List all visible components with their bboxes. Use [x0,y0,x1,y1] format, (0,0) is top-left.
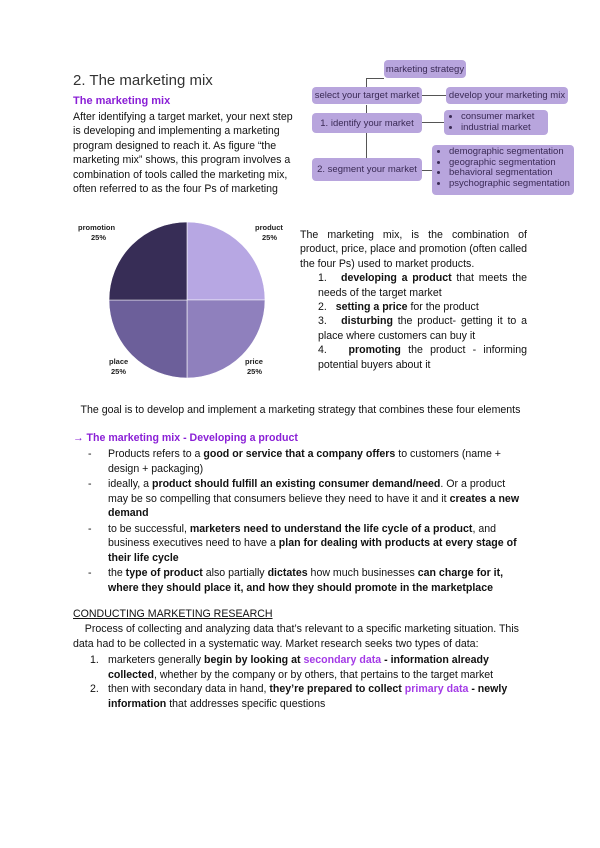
product-subheading: → The marketing mix - Developing a product [73,432,298,444]
pie-label-promotion [78,223,115,242]
pie-category-label: price [245,357,263,366]
dash-marker: - [88,522,92,535]
diagram-step2-node: 2. segment your market [312,158,422,181]
mix-description [300,228,527,372]
marketing-strategy-diagram [0,0,600,210]
diagram-list-item: • demographic segmentation [449,147,574,158]
pie-value-label: 25% [262,232,278,242]
diagram-step2-list [432,145,574,195]
product-bullet-item: - to be successful, marketers need to understand the life cycle of a product, and business executives need to have a plan for dealing with products at every stage of their life cycle [88,522,517,564]
research-paragraph: Process of collecting and analyzing data that’s relevant to a specific marketing situation. This data had to be collected in a systematic way. Market research seeks two types of data: [73,623,519,650]
mix-item: 2. setting a price for the product [318,301,479,314]
marketing-mix-pie-chart [75,220,295,382]
section-heading: 2. The marketing mix [73,72,213,89]
diagram-root-node: marketing strategy [384,60,466,78]
pie-category-label: product [255,223,283,232]
product-bullet-item: - the type of product also partially dictates how much businesses can charge for it, where they should place it, and how they should promote in the marketplace [88,567,504,594]
pie-label-price [245,357,263,376]
mix-item: 1. developing a product that meets the needs of the target market [318,272,527,299]
diagram-list-item: • industrial market [461,123,548,134]
dash-marker: - [88,448,92,460]
pie-value-label: 25% [111,366,127,376]
research-heading: CONDUCTING MARKETING RESEARCH [73,608,273,620]
pie-value-label: 25% [91,232,107,242]
dash-marker: - [88,478,92,490]
pie-slice-promotion [109,222,187,300]
diagram-list-item: • psychographic segmentation [449,179,574,190]
diagram-list-item: • consumer market [461,112,548,123]
product-bullet-item: - ideally, a product should fulfill an existing consumer demand/need. Or a product may be so compelling that consumers believe they need to have it and it creates a new demand [88,478,520,519]
mix-item: 3. disturbing the product- getting it to a place where customers can buy it [318,315,527,342]
dash-marker: - [88,567,92,579]
research-list [90,653,530,711]
pie-label-place [109,357,128,376]
pie-category-label: promotion [78,223,116,232]
pie-slice-product [187,222,265,300]
diagram-list-item: • geographic segmentation [449,158,574,169]
diagram-left-title: select your target market [312,87,422,104]
intro-paragraph: After identifying a target market, your next step is developing and implementing a marketing program designed to reach it. As figure “the marketing mix” shows, this program involves a combination of tools called the marketing mix, often referred to as the four Ps of marketing [73,111,293,196]
diagram-right-title: develop your marketing mix [446,87,568,104]
research-list-item: 1. marketers generally begin by looking at secondary data - information already collected, whether by the company or by others, that pertains to the target market [90,654,494,681]
list-number: 2. [90,683,99,695]
pie-category-label: place [109,357,129,366]
goal-statement: The goal is to develop and implement a marketing strategy that combines these four elements [80,404,521,416]
pie-label-product [255,223,283,242]
pie-value-label: 25% [247,366,263,376]
product-bullet-item: - Products refers to a good or service that a company offers to customers (name + design + packaging) [88,448,501,475]
mix-item: 4. promoting the product - informing potential buyers about it [318,344,527,371]
diagram-list-item: • behavioral segmentation [449,168,574,179]
research-list-item: 2. then with secondary data in hand, they’re prepared to collect primary data - newly information that addresses specific questions [90,683,508,710]
subheading: The marketing mix [73,95,171,107]
mix-paragraph: The marketing mix, is the combination of product, price, place and promotion (often called the four Ps) used to market products. [300,229,527,270]
diagram-step1-node: 1. identify your market [312,113,422,133]
list-number: 1. [90,654,99,666]
product-bullet-list [88,447,528,596]
diagram-step1-list [444,110,548,135]
